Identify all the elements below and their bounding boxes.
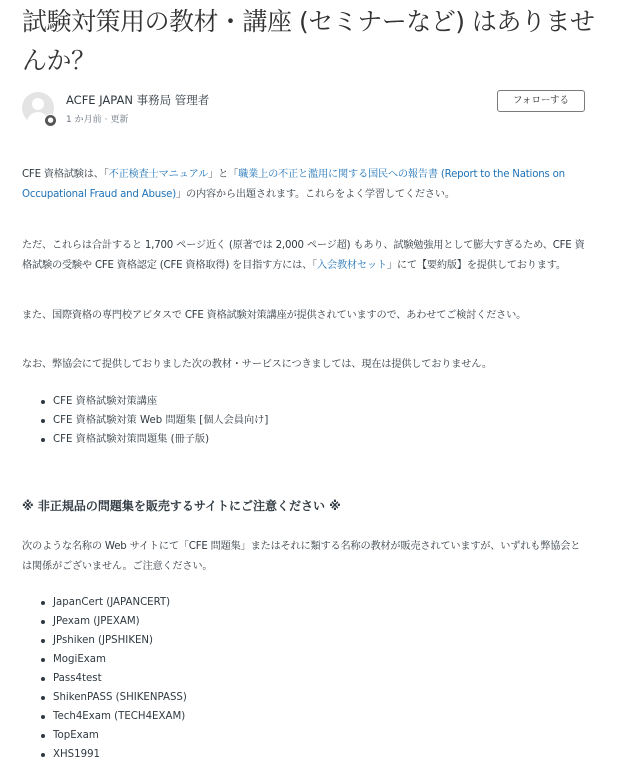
p1-text-b: 」と「 [208,169,239,180]
fraud-examiners-manual-link[interactable]: 不正検査士マニュアル [108,169,209,180]
author-name[interactable]: ACFE JAPAN 事務局 管理者 [66,93,210,107]
updated-label: 更新 [110,115,129,125]
p2-text-b: 」にて【要約版】を提供しております。 [386,260,566,271]
user-role-icon: ● [44,114,57,127]
list-item: TopExam [22,726,187,745]
follow-button[interactable]: フォローする [497,90,585,112]
list-item: MogiExam [22,650,187,669]
paragraph-abitus-course: また、国際資格の専門校アビタスで CFE 資格試験対策講座が提供されていますので、あわせてご検討ください。 [22,310,527,321]
posted-time: 1 か月前 [66,115,102,125]
list-item: ShikenPASS (SHIKENPASS) [22,688,187,707]
membership-materials-link[interactable]: 入会教材セット [316,260,387,271]
meta-separator: · [104,115,108,125]
list-item: JPshiken (JPSHIKEN) [22,631,187,650]
avatar-head [32,98,44,110]
paragraph-unofficial-sites: 次のような名称の Web サイトにて「CFE 問題集」またはそれに類する名称の教材が販売されていますが、いずれも弊協会とは関係がございません。ご注意ください。 [22,541,581,572]
list-item: XHS1991 [22,745,187,764]
list-item: CFE 資格試験対策講座 [22,392,268,411]
p1-text-a: CFE 資格試験は、「 [22,169,109,180]
article-title: 試験対策用の教材・講座 (セミナーなど) はありませんか？ [22,7,595,75]
post-meta [66,112,128,125]
p2-text-a: ただ、これらは合計すると 1,700 ページ近く (原著では 2,000 ページ超) もあり、試験勉強用として膨大すぎるため、CFE 資格試験の受験や CFE 資格認定 (CFE 資格取得) を目指す方には、「 [22,240,585,271]
report-to-nations-link[interactable]: 職業上の不正と濫用に関する国民への報告書 (Report to the Nations on Occupational Fraud and Abuse) [22,169,565,200]
list-item: CFE 資格試験対策 Web 問題集 [個人会員向け] [22,411,268,430]
paragraph-summary-materials [22,236,590,276]
unofficial-sites-list [22,593,187,764]
discontinued-list [22,392,268,449]
list-item: Pass4test [22,669,187,688]
list-item: JapanCert (JAPANCERT) [22,593,187,612]
list-item: JPexam (JPEXAM) [22,612,187,631]
list-item: Tech4Exam (TECH4EXAM) [22,707,187,726]
paragraph-exam-sources [22,165,590,205]
list-item: CFE 資格試験対策問題集 (冊子版) [22,430,268,449]
p1-text-c: 」の内容から出題されます。これらをよく学習してください。 [175,189,455,200]
unofficial-warning-heading: ※ 非正規品の問題集を販売するサイトにご注意ください ※ [22,499,341,513]
paragraph-discontinued: なお、弊協会にて提供しておりました次の教材・サービスにつきましては、現在は提供しておりません。 [22,359,492,370]
